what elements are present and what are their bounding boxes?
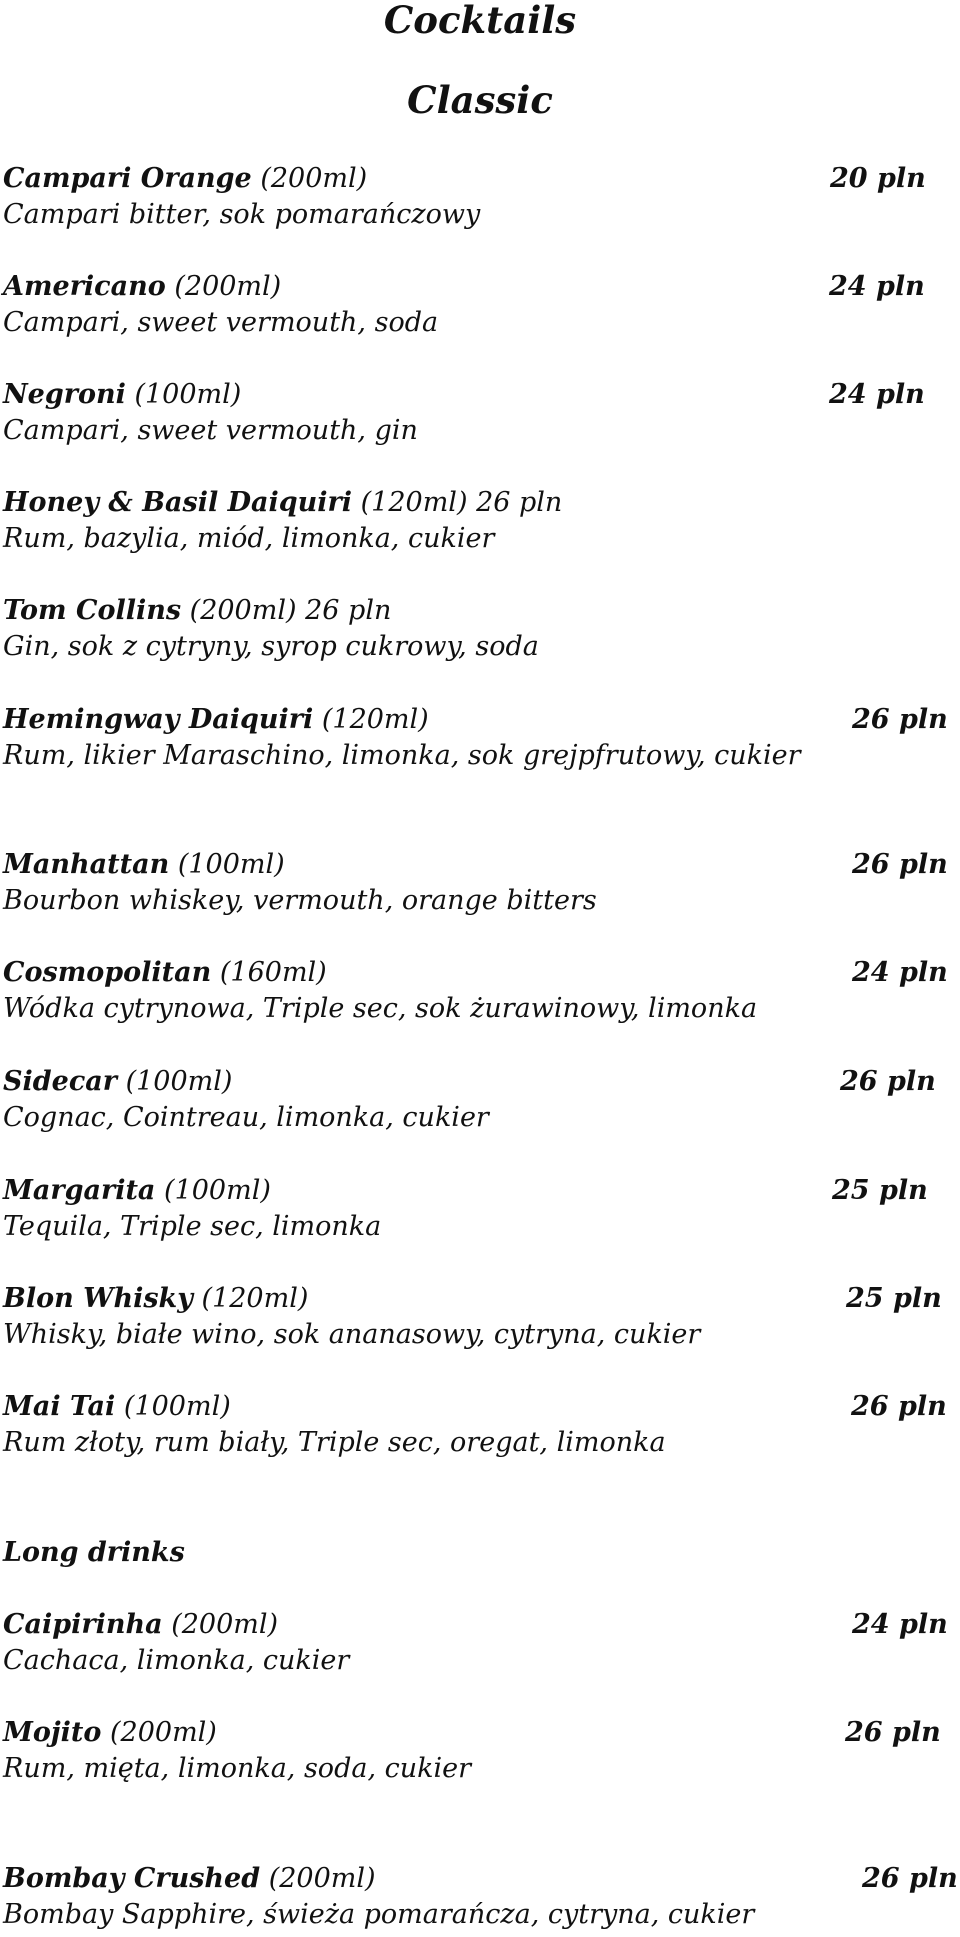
item-volume: (100ml) xyxy=(134,379,242,410)
menu-item-sidecar xyxy=(3,1065,960,1139)
item-volume: (100ml) xyxy=(164,1175,271,1206)
item-description: Rum, bazylia, miód, limonka, cukier xyxy=(3,523,495,554)
item-volume: (160ml) xyxy=(219,957,327,988)
item-name: Caipirinha xyxy=(3,1609,163,1640)
menu-item-manhattan xyxy=(3,848,960,922)
menu-item-bombay-crushed xyxy=(3,1862,960,1936)
item-volume: (200ml) xyxy=(189,595,297,626)
item-name: Margarita xyxy=(3,1175,156,1206)
item-volume: (100ml) xyxy=(125,1066,233,1097)
item-volume: (200ml) xyxy=(174,271,282,302)
item-volume: (120ml) xyxy=(201,1283,309,1314)
item-price: 25 pln xyxy=(846,1283,942,1314)
item-price: 26 pln xyxy=(852,704,948,735)
menu-item-negroni xyxy=(3,378,960,452)
item-name: Campari Orange xyxy=(3,163,252,194)
item-volume: (100ml) xyxy=(123,1391,231,1422)
menu-item-honey-basil-daiquiri xyxy=(3,486,960,560)
item-price: 20 pln xyxy=(830,163,926,194)
item-description: Bourbon whiskey, vermouth, orange bitters xyxy=(3,885,597,916)
menu-item-hemingway-daiquiri xyxy=(3,703,960,777)
item-price: 26 pln xyxy=(851,1391,947,1422)
item-name: Manhattan xyxy=(3,849,170,880)
item-volume: (100ml) xyxy=(177,849,285,880)
item-price: 26 pln xyxy=(840,1066,936,1097)
menu-item-americano xyxy=(3,270,960,344)
item-price: 26 pln xyxy=(845,1717,941,1748)
item-description: Gin, sok z cytryny, syrop cukrowy, soda xyxy=(3,631,539,662)
item-price: 24 pln xyxy=(829,271,925,302)
item-volume: (200ml) xyxy=(110,1717,217,1748)
item-description: Cognac, Cointreau, limonka, cukier xyxy=(3,1102,489,1133)
item-description: Rum, mięta, limonka, soda, cukier xyxy=(3,1753,472,1784)
item-volume: (200ml) xyxy=(268,1863,376,1894)
item-price: 26 pln xyxy=(852,849,948,880)
section-title-long-drinks: Long drinks xyxy=(3,1537,185,1568)
item-volume: (200ml) xyxy=(171,1609,279,1640)
item-price: 26 pln xyxy=(305,595,392,626)
menu-item-caipirinha xyxy=(3,1608,960,1682)
item-name: Sidecar xyxy=(3,1066,117,1097)
item-volume: (120ml) xyxy=(321,704,429,735)
menu-item-campari-orange xyxy=(3,162,960,236)
item-name: Tom Collins xyxy=(3,595,182,626)
item-description: Rum złoty, rum biały, Triple sec, oregat, limonka xyxy=(3,1427,666,1458)
item-description: Whisky, białe wino, sok ananasowy, cytryna, cukier xyxy=(3,1319,701,1350)
menu-item-blon-whisky xyxy=(3,1282,960,1356)
item-description: Campari, sweet vermouth, soda xyxy=(3,307,439,338)
item-price: 24 pln xyxy=(829,379,925,410)
menu-item-mai-tai xyxy=(3,1390,960,1464)
item-price: 24 pln xyxy=(852,1609,948,1640)
item-volume: (200ml) xyxy=(260,163,368,194)
item-name: Mojito xyxy=(3,1717,102,1748)
item-name: Americano xyxy=(3,271,166,302)
item-description: Wódka cytrynowa, Triple sec, sok żurawinowy, limonka xyxy=(3,993,758,1024)
menu-item-mojito xyxy=(3,1716,960,1790)
item-volume: (120ml) xyxy=(360,487,468,518)
item-name: Bombay Crushed xyxy=(3,1863,261,1894)
item-description: Cachaca, limonka, cukier xyxy=(3,1645,350,1676)
item-name: Honey & Basil Daiquiri xyxy=(3,487,353,518)
item-name: Negroni xyxy=(3,379,126,410)
item-description: Rum, likier Maraschino, limonka, sok grejpfrutowy, cukier xyxy=(3,740,801,771)
page-title: Cocktails xyxy=(383,0,577,42)
item-description: Campari, sweet vermouth, gin xyxy=(3,415,418,446)
item-name: Mai Tai xyxy=(3,1391,116,1422)
item-name: Hemingway Daiquiri xyxy=(3,704,314,735)
item-price: 24 pln xyxy=(852,957,948,988)
item-description: Campari bitter, sok pomarańczowy xyxy=(3,199,481,230)
item-description: Bombay Sapphire, świeża pomarańcza, cytryna, cukier xyxy=(3,1899,755,1930)
item-price: 26 pln xyxy=(862,1863,958,1894)
section-title-classic: Classic xyxy=(407,78,553,122)
menu-item-cosmopolitan xyxy=(3,956,960,1030)
item-description: Tequila, Triple sec, limonka xyxy=(3,1211,382,1242)
item-price: 25 pln xyxy=(832,1175,928,1206)
item-name: Cosmopolitan xyxy=(3,957,212,988)
menu-item-tom-collins xyxy=(3,594,960,668)
menu-item-margarita xyxy=(3,1174,960,1248)
item-price: 26 pln xyxy=(476,487,563,518)
item-name: Blon Whisky xyxy=(3,1283,193,1314)
